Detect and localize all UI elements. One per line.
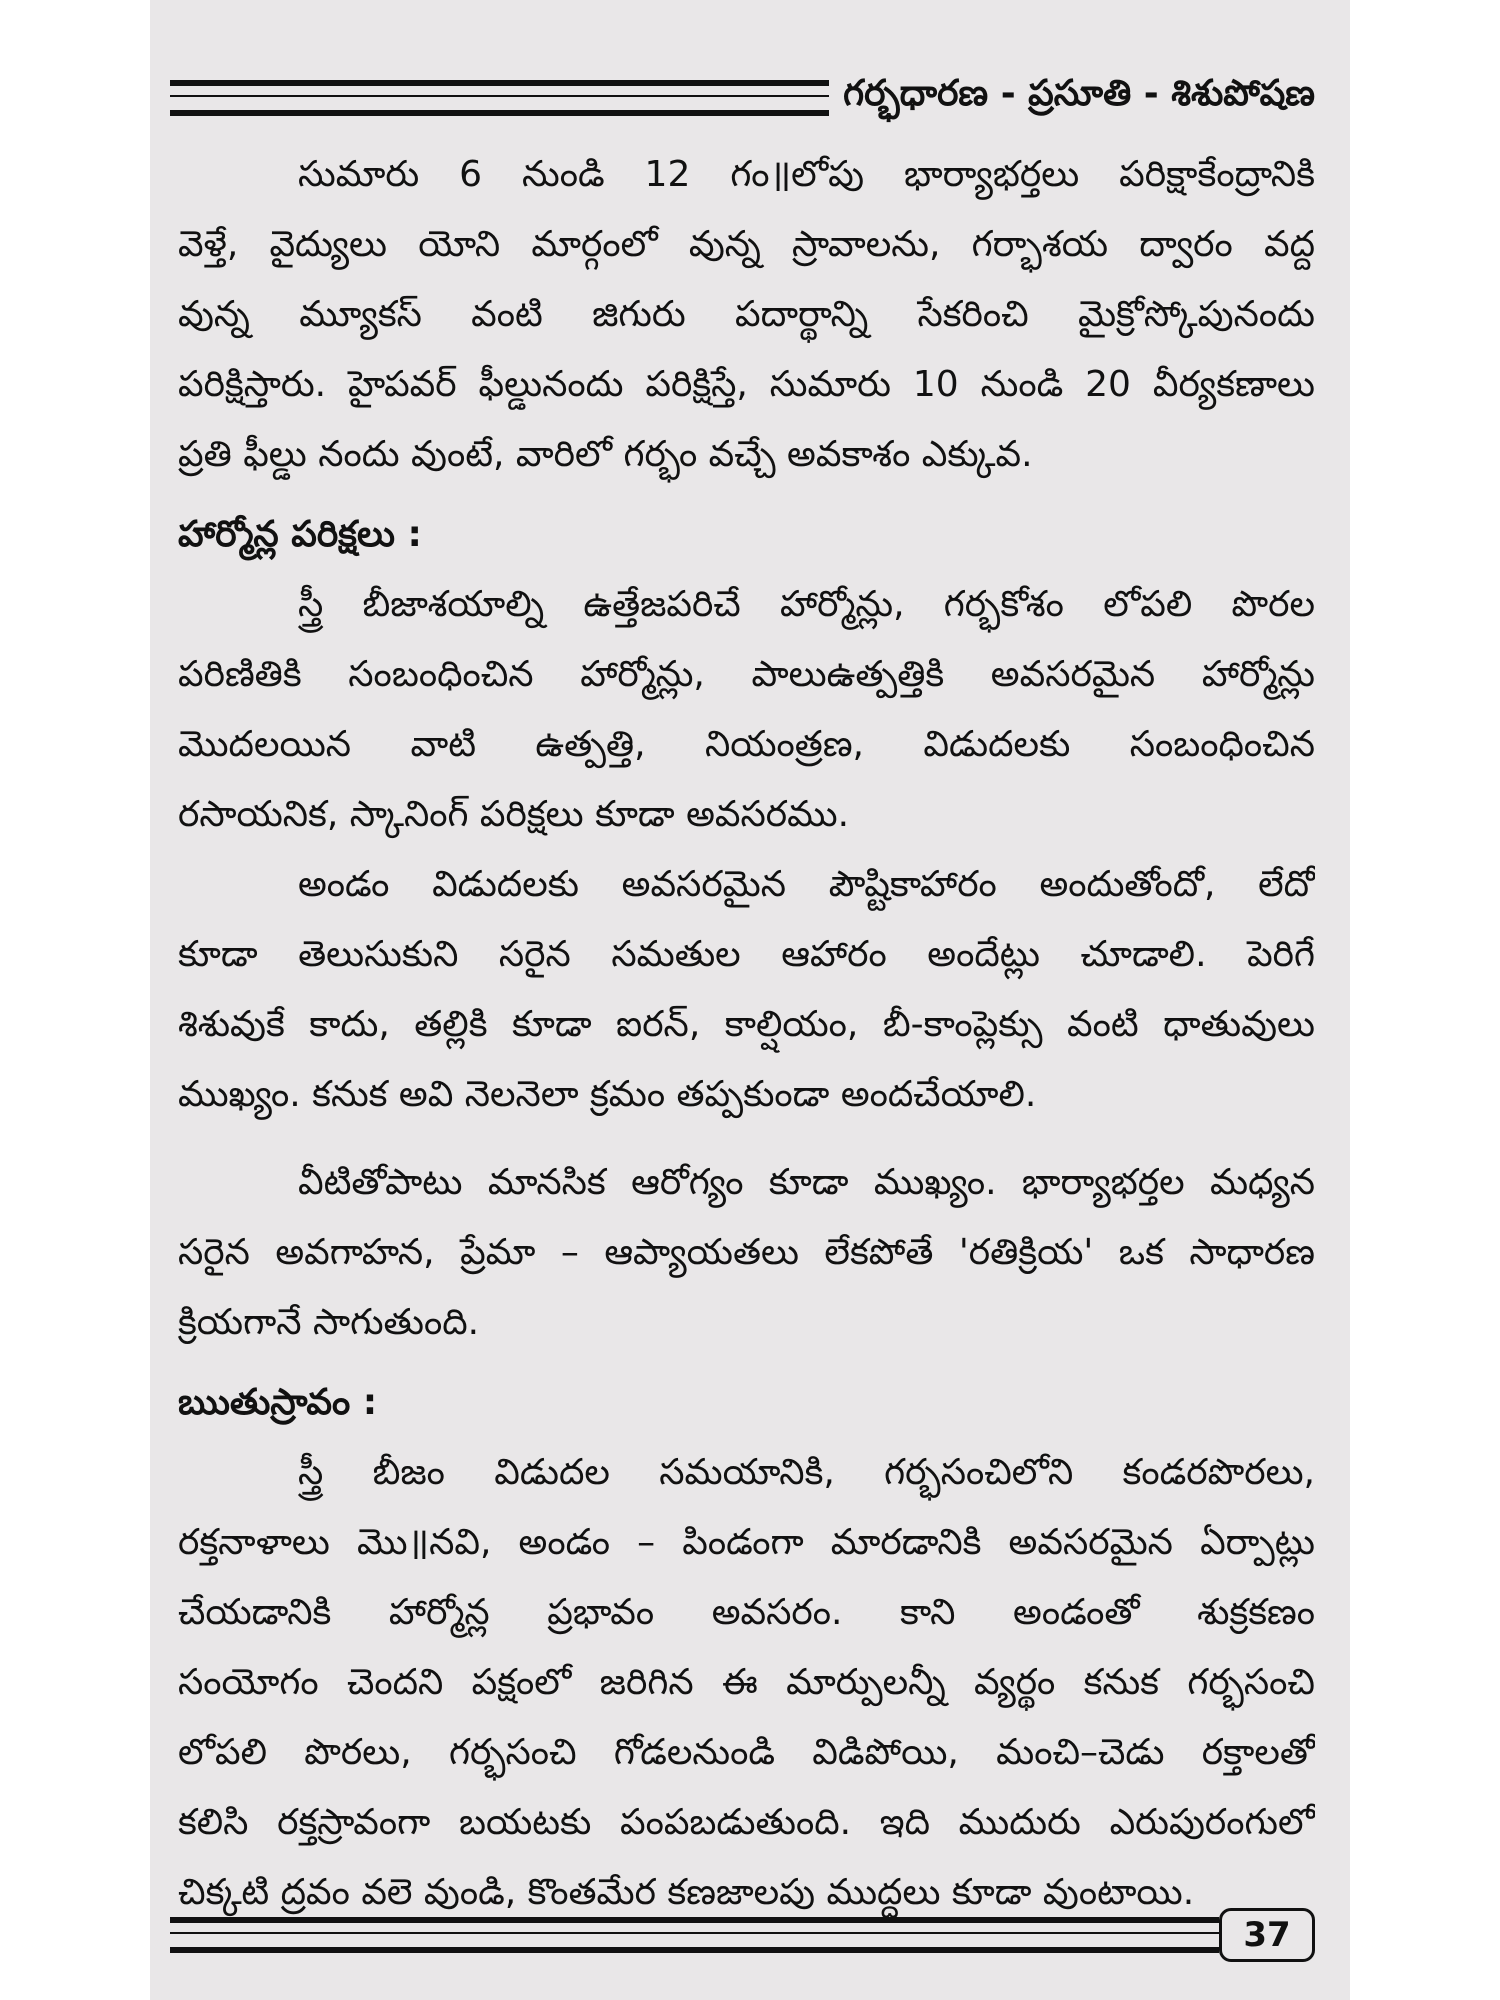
text-line: లోపలి పొరలు, గర్భసంచి గోడలనుండి విడిపోయి, మంచి–చెడు రక్తాలతో: [178, 1732, 1315, 1773]
text-line: వున్న మ్యూకస్ వంటి జిగురు పదార్థాన్ని సేకరించి మైక్రోస్కోపునందు: [178, 294, 1315, 335]
paragraph-1: [178, 140, 1315, 490]
section-heading-hormone-tests: హార్మోన్ల పరిక్షలు :: [178, 514, 422, 555]
text-line: కూడా తెలుసుకుని సరైన సమతుల ఆహారం అందేట్లు చూడాలి. పెరిగే: [178, 934, 1315, 975]
page-number: 37: [1219, 1908, 1315, 1962]
text-line: సుమారు 6 నుండి 12 గం॥లోపు భార్యాభర్తలు పరిక్షాకేంద్రానికి: [298, 154, 1315, 195]
text-line: సంయోగం చెందని పక్షంలో జరిగిన ఈ మార్పులన్నీ వ్యర్థం కనుక గర్భసంచి: [178, 1662, 1315, 1703]
header-rule: [170, 80, 829, 116]
page-body: [178, 140, 1315, 1928]
text-line: అండం విడుదలకు అవసరమైన పౌష్టికాహారం అందుతోందో, లేదో: [298, 864, 1315, 905]
text-line: క్రియగానే సాగుతుంది.: [178, 1302, 480, 1343]
page-footer: [170, 1905, 1315, 1965]
text-line: స్త్రీ బీజం విడుదల సమయానికి, గర్భసంచిలోని కండరపొరలు,: [298, 1452, 1315, 1493]
page-header: [170, 68, 1315, 128]
text-line: రసాయనిక, స్కానింగ్ పరిక్షలు కూడా అవసరము.: [178, 794, 850, 835]
paragraph-3: [178, 850, 1315, 1130]
paragraph-2: [178, 570, 1315, 850]
text-line: పరిక్షిస్తారు. హైపవర్ ఫీల్డునందు పరిక్షిస్తే, సుమారు 10 నుండి 20 వీర్యకణాలు: [178, 364, 1315, 405]
text-line: స్త్రీ బీజాశయాల్ని ఉత్తేజపరిచే హార్మోన్లు, గర్భకోశం లోపలి పొరల: [298, 584, 1315, 625]
text-line: వెళ్తే, వైద్యులు యోని మార్గంలో వున్న స్రావాలను, గర్భాశయ ద్వారం వద్ద: [178, 224, 1315, 265]
text-line: వీటితోపాటు మానసిక ఆరోగ్యం కూడా ముఖ్యం. భార్యాభర్తల మధ్యన: [298, 1162, 1315, 1203]
running-title: గర్భధారణ - ప్రసూతి - శిశుపోషణ: [843, 73, 1315, 114]
text-line: రక్తనాళాలు మొ॥నవి, అండం – పిండంగా మారడానికి అవసరమైన ఏర్పాట్లు: [178, 1522, 1315, 1563]
text-line: శిశువుకే కాదు, తల్లికి కూడా ఐరన్, కాల్షియం, బీ-కాంప్లెక్సు వంటి ధాతువులు: [178, 1004, 1315, 1045]
text-line: చేయడానికి హార్మోన్ల ప్రభావం అవసరం. కాని అండంతో శుక్రకణం: [178, 1592, 1315, 1633]
book-page: [150, 0, 1350, 2000]
paragraph-5: [178, 1438, 1315, 1928]
section-heading-menstruation: ఋతుస్రావం :: [178, 1382, 378, 1423]
text-line: మొదలయిన వాటి ఉత్పత్తి, నియంత్రణ, విడుదలకు సంబంధించిన: [178, 724, 1315, 765]
text-line: కలిసి రక్తస్రావంగా బయటకు పంపబడుతుంది. ఇది ముదురు ఎరుపురంగులో: [178, 1802, 1315, 1843]
text-line: సరైన అవగాహన, ప్రేమా – ఆప్యాయతలు లేకపోతే 'రతిక్రియ' ఒక సాధారణ: [178, 1232, 1315, 1273]
footer-rule: [170, 1917, 1219, 1953]
text-line: పరిణితికి సంబంధించిన హార్మోన్లు, పాలుఉత్పత్తికి అవసరమైన హార్మోన్లు: [178, 654, 1315, 695]
text-line: ముఖ్యం. కనుక అవి నెలనెలా క్రమం తప్పకుండా అందచేయాలి.: [178, 1074, 1037, 1115]
text-line: చిక్కటి ద్రవం వలె వుండి, కొంతమేర కణజాలపు ముద్దలు కూడా వుంటాయి.: [178, 1872, 1195, 1913]
text-line: ప్రతి ఫీల్డు నందు వుంటే, వారిలో గర్భం వచ్చే అవకాశం ఎక్కువ.: [178, 434, 1033, 475]
paragraph-4: [178, 1148, 1315, 1358]
